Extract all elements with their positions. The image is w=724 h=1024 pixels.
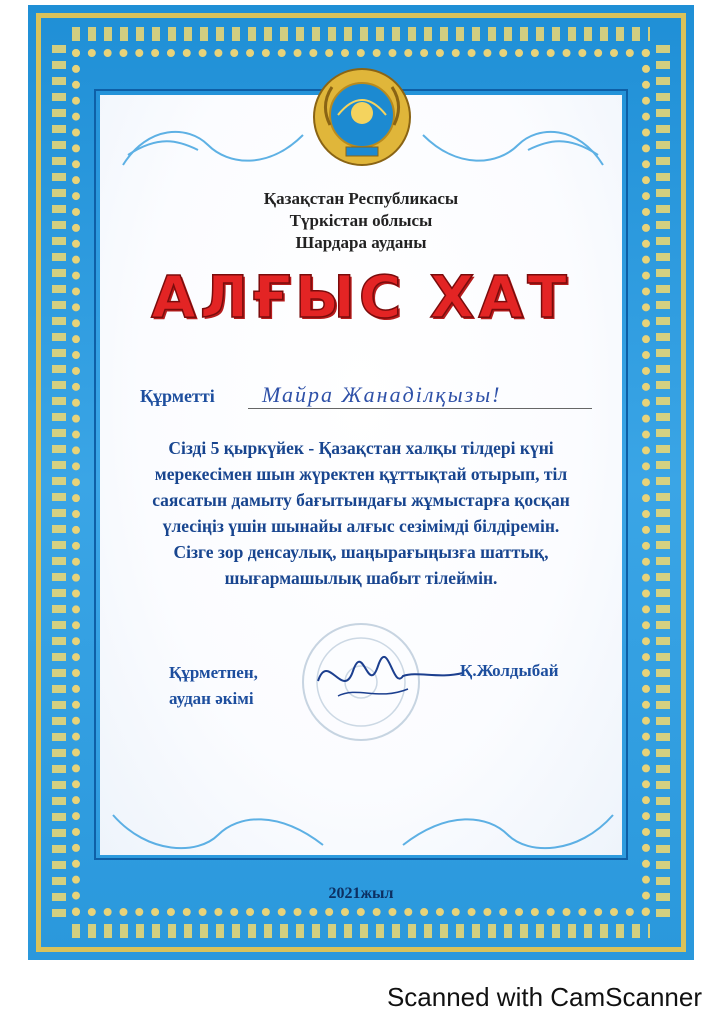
bottom-right-flourish (398, 805, 618, 865)
recipient-name: Майра Жанаділқызы! (248, 382, 592, 409)
top-right-flourish (418, 115, 608, 175)
header-district: Шардара ауданы (295, 233, 427, 252)
header-region: Түркістан облысы (289, 211, 433, 230)
body-line-2: мерекесімен шын жүректен құттықтай отырып, тіл (154, 464, 568, 484)
page-title: АЛҒЫС ХАТ (151, 263, 571, 331)
scanner-watermark: Scanned with CamScanner (386, 982, 702, 1012)
state-emblem-icon (310, 65, 414, 169)
signer-name: Қ.Жолдыбай (460, 661, 559, 680)
body-line-4: үлесіңіз үшін шынайы алғыс сезімімді білдіремін. (162, 516, 560, 536)
body-line-5: Сізге зор денсаулық, шаңырағыңызға шаттық, (173, 542, 549, 562)
top-ornament-band (72, 27, 650, 41)
body-line-1: Сізді 5 қыркүйек - Қазақстан халқы тілдері күні (168, 438, 554, 458)
greeting-label: Құрметті (140, 386, 215, 406)
closing-line-1: Құрметпен, (169, 663, 258, 682)
header-country: Қазақстан Республикасы (263, 189, 459, 208)
bottom-left-flourish (108, 805, 328, 865)
bottom-ornament-band (72, 924, 650, 938)
closing-line-2: аудан әкімі (169, 689, 254, 708)
body-line-6: шығармашылық шабыт тілеймін. (224, 568, 498, 588)
body-line-3: саясатын дамыту бағытындағы жұмыстарға қосқан (152, 490, 570, 510)
signature-icon (308, 641, 468, 711)
year-label: 2021жыл (328, 885, 394, 902)
top-left-flourish (118, 115, 308, 175)
certificate (28, 5, 694, 960)
